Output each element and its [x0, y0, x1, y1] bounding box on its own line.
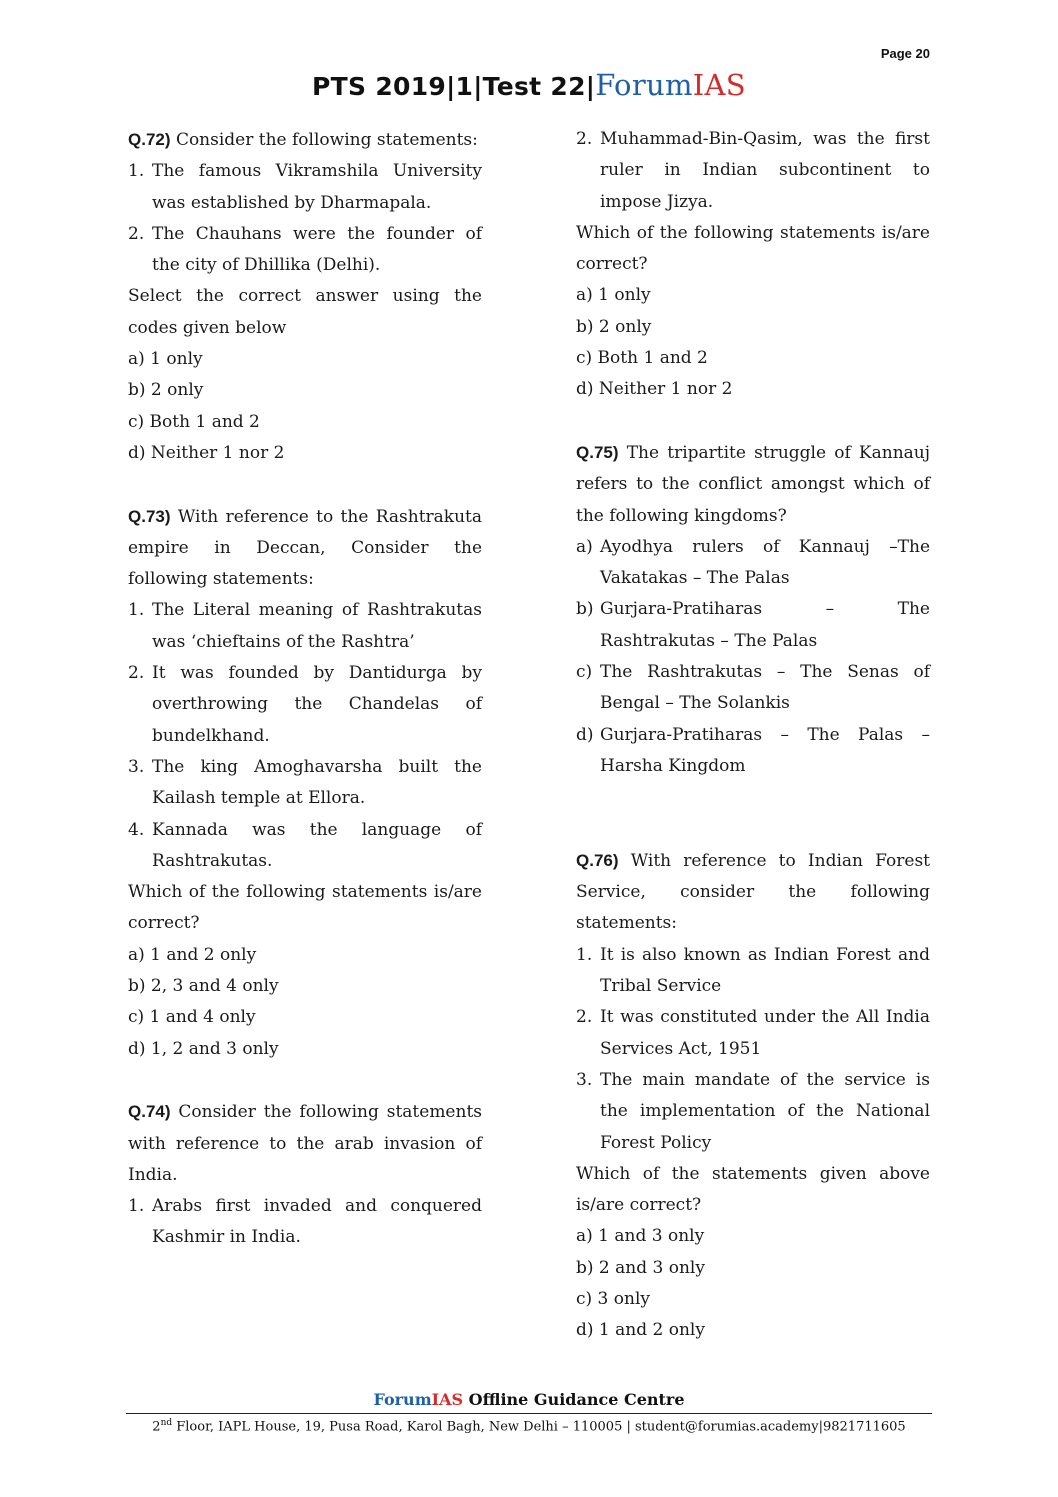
- brand-ias: IAS: [692, 68, 746, 102]
- option: c) 3 only: [576, 1288, 651, 1309]
- question-73-label: Q.73): [128, 506, 171, 526]
- statement: 1. Arabs first invaded and conquered Kashmir in India.: [128, 1196, 482, 1248]
- statement: 3. The main mandate of the service is the implementation of the National Forest Policy: [576, 1069, 930, 1153]
- option: a) 1 and 3 only: [576, 1226, 705, 1247]
- option: d) 1, 2 and 3 only: [128, 1038, 279, 1059]
- question-75-stem: Q.75) The tripartite struggle of Kannauj refers to the conflict amongst which of the following kingdoms?: [576, 442, 931, 526]
- question-76-ask: Which of the statements given above is/are correct?: [576, 1163, 930, 1216]
- statement: 2. It was founded by Dantidurga by overthrowing the Chandelas of bundelkhand.: [128, 663, 482, 746]
- statement: 2. Muhammad-Bin-Qasim, was the first ruler in Indian subcontinent to impose Jizya.: [576, 129, 930, 212]
- footer-address: 2nd Floor, IAPL House, 19, Pusa Road, Karol Bagh, New Delhi – 110005 | student@forumias.academy|9821711605: [152, 1418, 906, 1435]
- option: a) 1 and 2 only: [128, 944, 257, 965]
- option: d) Neither 1 nor 2: [128, 442, 285, 463]
- header-title: PTS 2019|1|Test 22|: [312, 72, 596, 101]
- question-73-stem: Q.73) With reference to the Rashtrakuta empire in Deccan, Consider the following statements:: [128, 506, 483, 590]
- option: a) 1 only: [576, 285, 651, 306]
- option: c) 1 and 4 only: [128, 1007, 256, 1028]
- footer-divider: [126, 1413, 932, 1414]
- option: a) Ayodhya rulers of Kannauj –The Vakatakas – The Palas: [576, 536, 930, 589]
- question-72-ask: Select the correct answer using the codes given below: [128, 286, 482, 338]
- statement: 4. Kannada was the language of Rashtrakutas.: [128, 819, 482, 871]
- brand-forum: Forum: [595, 68, 693, 102]
- page-number: Page 20: [880, 46, 930, 61]
- statement: 1. The Literal meaning of Rashtrakutas was ‘chieftains of the Rashtra’: [128, 600, 482, 652]
- option: c) Both 1 and 2: [128, 411, 260, 432]
- question-76-stem: Q.76) With reference to Indian Forest Service, consider the following statements:: [576, 850, 930, 934]
- page-header: [0, 68, 1058, 102]
- statement: 3. The king Amoghavarsha built the Kailash temple at Ellora.: [128, 756, 482, 809]
- question-76-label: Q.76): [576, 850, 619, 870]
- option: b) 2 and 3 only: [576, 1257, 705, 1278]
- option: b) 2 only: [128, 380, 204, 401]
- question-75-label: Q.75): [576, 442, 619, 462]
- option: d) 1 and 2 only: [576, 1320, 705, 1341]
- option: b) 2, 3 and 4 only: [128, 976, 279, 997]
- statement: 1. The famous Vikramshila University was established by Dharmapala.: [128, 161, 482, 213]
- option: b) Gurjara-Pratiharas – The Rashtrakutas – The Palas: [576, 599, 930, 651]
- statement: 2. It was constituted under the All India Services Act, 1951: [576, 1007, 930, 1059]
- option: c) Both 1 and 2: [576, 348, 708, 369]
- left-column: [128, 124, 482, 1254]
- option: d) Gurjara-Pratiharas – The Palas – Harsha Kingdom: [576, 724, 930, 776]
- statement: 2. The Chauhans were the founder of the city of Dhillika (Delhi).: [128, 223, 482, 276]
- option: a) 1 only: [128, 349, 203, 370]
- question-72-label: Q.72): [128, 130, 171, 149]
- option: c) The Rashtrakutas – The Senas of Bengal – The Solankis: [576, 662, 930, 714]
- option: d) Neither 1 nor 2: [576, 379, 733, 400]
- right-column: [576, 124, 930, 1347]
- option: b) 2 only: [576, 316, 652, 337]
- question-73-ask: Which of the following statements is/are correct?: [128, 882, 482, 934]
- question-74-label: Q.74): [128, 1102, 171, 1122]
- question-74-stem: Q.74) Consider the following statements with reference to the arab invasion of India.: [128, 1102, 482, 1185]
- statement: 1. It is also known as Indian Forest and Tribal Service: [576, 944, 930, 997]
- question-72-stem: Q.72) Consider the following statements:: [128, 130, 478, 150]
- footer-title: ForumIAS Offline Guidance Centre: [373, 1390, 685, 1409]
- question-74-ask: Which of the following statements is/are correct?: [576, 222, 930, 275]
